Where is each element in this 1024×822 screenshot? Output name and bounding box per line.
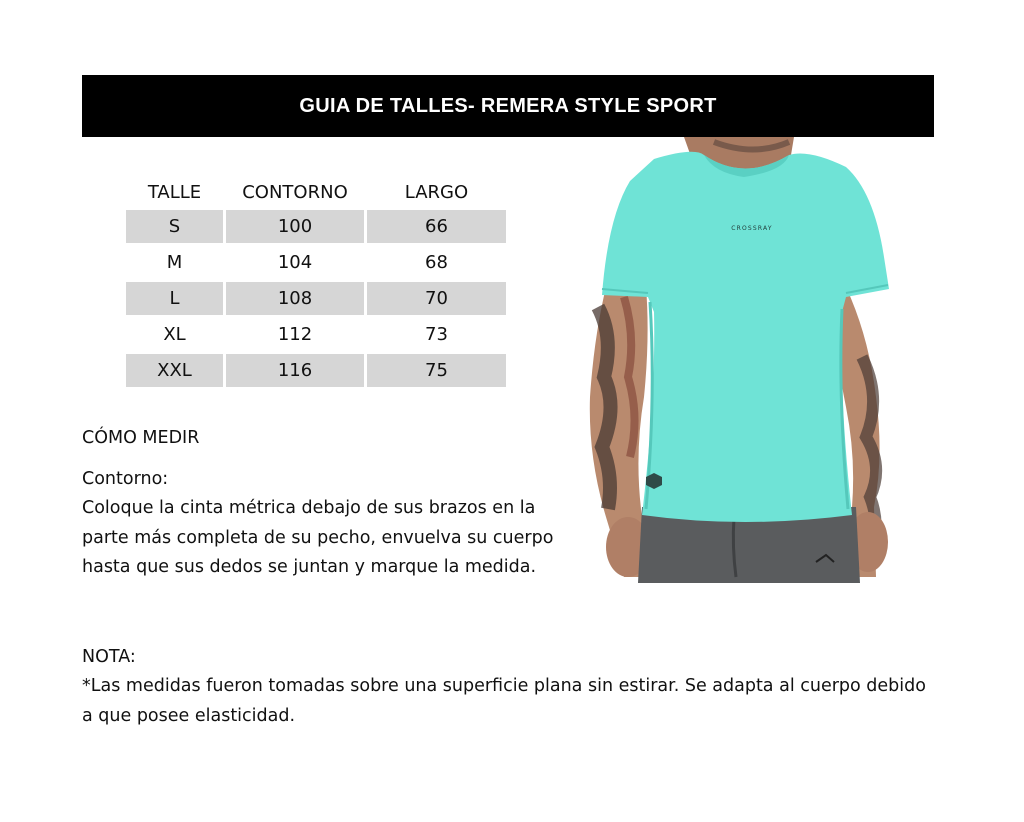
table-row bbox=[126, 318, 506, 351]
cell-talle: XXL bbox=[126, 354, 223, 387]
cell-largo: 75 bbox=[367, 354, 506, 387]
cell-contorno: 104 bbox=[277, 252, 313, 273]
table-row bbox=[126, 210, 506, 243]
table-row bbox=[126, 282, 506, 315]
cell-contorno: 116 bbox=[226, 354, 364, 387]
cell-talle: M bbox=[166, 252, 183, 273]
table-row bbox=[126, 246, 506, 279]
shirt-brand-text: CROSSRAY bbox=[731, 225, 773, 232]
cell-contorno: 100 bbox=[226, 210, 364, 243]
table-row bbox=[126, 354, 506, 387]
note-title: NOTA: bbox=[82, 647, 136, 667]
contorno-instructions: Coloque la cinta métrica debajo de sus brazos en la parte más completa de su pecho, envuelva su cuerpo hasta que sus dedos se juntan y marque la medida. bbox=[82, 498, 554, 577]
product-photo bbox=[584, 137, 912, 583]
cell-largo: 68 bbox=[425, 252, 448, 273]
header-talle: TALLE bbox=[147, 181, 202, 203]
cell-largo: 73 bbox=[425, 324, 448, 345]
contorno-title: Contorno: bbox=[82, 469, 169, 489]
header-largo: LARGO bbox=[404, 181, 469, 203]
table-header-row bbox=[126, 177, 506, 207]
cell-contorno: 112 bbox=[277, 324, 313, 345]
cell-talle: S bbox=[126, 210, 223, 243]
header-contorno: CONTORNO bbox=[242, 181, 348, 203]
cell-talle: L bbox=[126, 282, 223, 315]
note-text: *Las medidas fueron tomadas sobre una superficie plana sin estirar. Se adapta al cuerpo debido a que posee elasticidad. bbox=[82, 676, 926, 726]
page-title: GUIA DE TALLES- REMERA STYLE SPORT bbox=[299, 94, 717, 117]
model-illustration bbox=[584, 137, 912, 583]
cell-talle: XL bbox=[163, 324, 186, 345]
cell-largo: 66 bbox=[367, 210, 506, 243]
size-table bbox=[123, 174, 509, 390]
cell-largo: 70 bbox=[367, 282, 506, 315]
cell-contorno: 108 bbox=[226, 282, 364, 315]
title-banner bbox=[82, 75, 934, 137]
how-to-measure-title: CÓMO MEDIR bbox=[82, 428, 200, 448]
